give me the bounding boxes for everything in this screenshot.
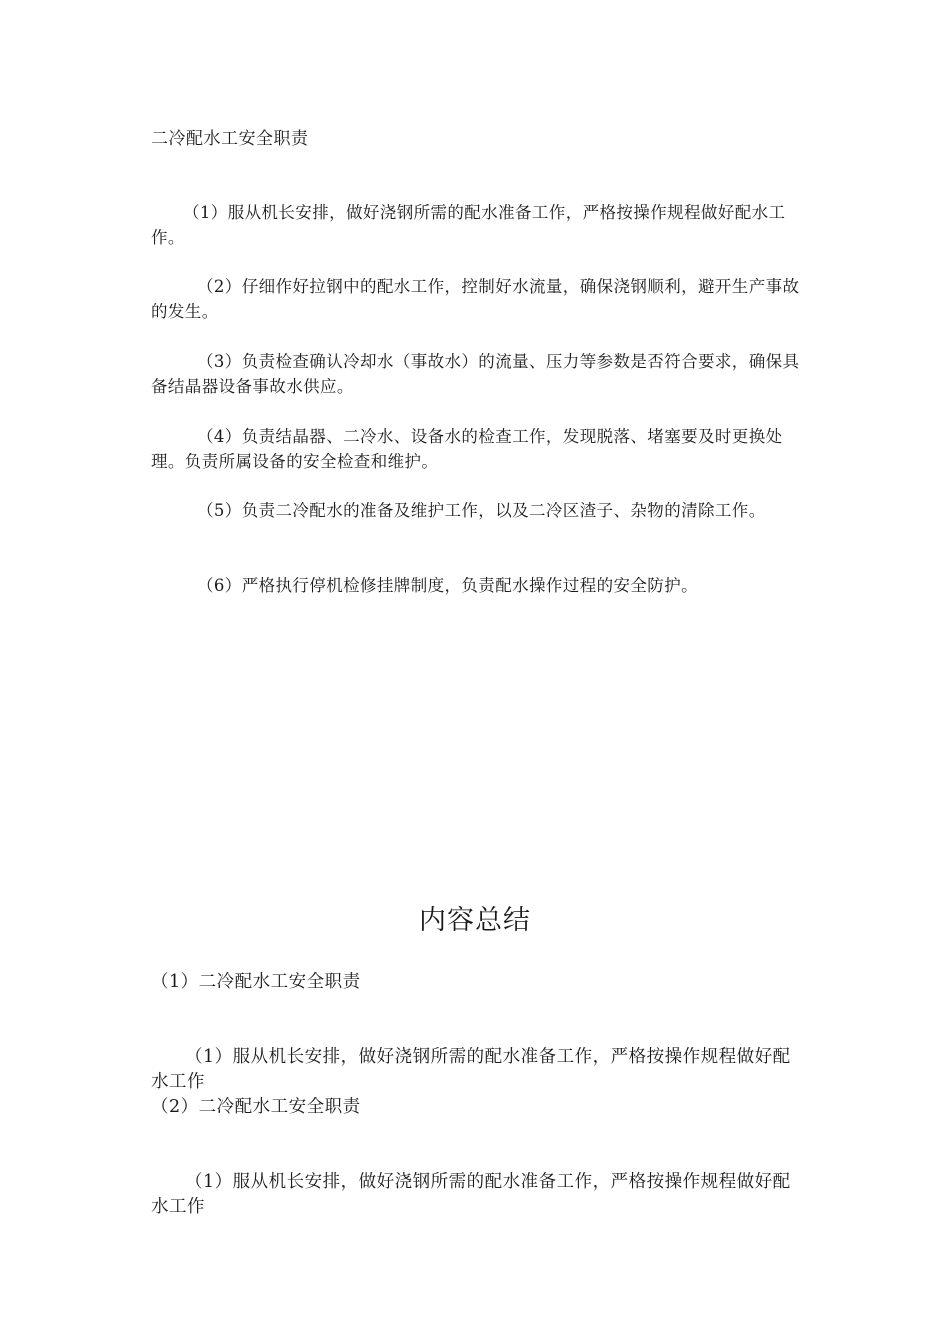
duty-paragraph-1: （1）服从机长安排，做好浇钢所需的配水准备工作，严格按操作规程做好配水工作。 xyxy=(151,203,786,247)
summary-item-body-2: （1）服从机长安排，做好浇钢所需的配水准备工作，严格按操作规程做好配水工作 xyxy=(151,1172,791,1217)
document-title: 二冷配水工安全职责 xyxy=(151,129,309,149)
duty-paragraph-4: （4）负责结晶器、二冷水、设备水的检查工作，发现脱落、堵塞要及时更换处理。负责所属设备的安全检查和维护。 xyxy=(151,427,783,471)
summary-heading: 内容总结 xyxy=(419,905,531,936)
duty-paragraph-6: （6）严格执行停机检修挂牌制度，负责配水操作过程的安全防护。 xyxy=(197,576,698,595)
duty-paragraph-2: （2）仔细作好拉钢中的配水工作，控制好水流量，确保浇钢顺利，避开生产事故的发生。 xyxy=(151,277,800,321)
summary-item-body-1: （1）服从机长安排，做好浇钢所需的配水准备工作，严格按操作规程做好配水工作 xyxy=(151,1047,791,1092)
summary-item-title-2: （2）二冷配水工安全职责 xyxy=(151,1097,361,1117)
summary-item-title-1: （1）二冷配水工安全职责 xyxy=(151,972,361,992)
duty-paragraph-5: （5）负责二冷配水的准备及维护工作，以及二冷区渣子、杂物的清除工作。 xyxy=(197,501,766,520)
duty-paragraph-3: （3）负责检查确认冷却水（事故水）的流量、压力等参数是否符合要求，确保具备结晶器设备事故水供应。 xyxy=(151,352,800,396)
